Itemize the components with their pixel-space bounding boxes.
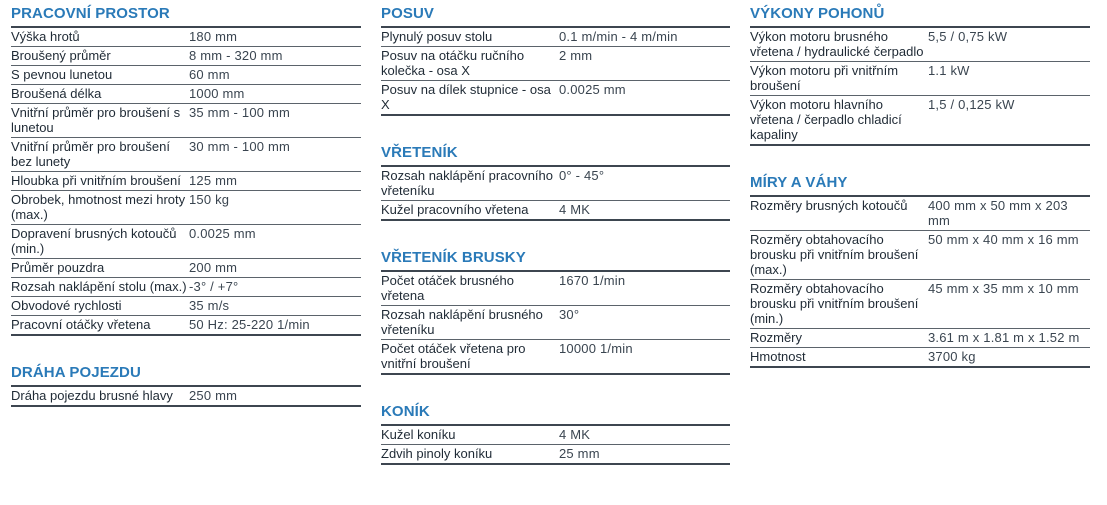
spec-value: 200 mm xyxy=(189,260,238,275)
spec-row xyxy=(381,426,730,445)
spec-label: Dráha pojezdu brusné hlavy xyxy=(11,388,173,403)
spec-value: 35 mm - 100 mm xyxy=(189,105,291,120)
spec-table xyxy=(11,387,361,407)
spec-section xyxy=(750,169,1090,368)
spec-label: Zdvih pinoly koníku xyxy=(381,446,493,461)
section-title: VŘETENÍK xyxy=(381,139,730,167)
spec-label: Rozměry obtahovacího brousku při vnitřním broušení (min.) xyxy=(750,281,919,326)
spec-table xyxy=(750,197,1090,368)
spec-table xyxy=(381,28,730,116)
spec-section xyxy=(11,359,361,407)
section-title: MÍRY A VÁHY xyxy=(750,169,1090,197)
spec-value: 250 mm xyxy=(189,388,238,403)
spec-label: Rozsah naklápění stolu (max.) xyxy=(11,279,187,294)
spec-label: Výkon motoru při vnitřním broušení xyxy=(750,63,899,93)
spec-table xyxy=(11,28,361,336)
section-title: KONÍK xyxy=(381,398,730,426)
spec-label: Broušená délka xyxy=(11,86,102,101)
spec-value: 30° xyxy=(559,307,580,322)
spec-row xyxy=(381,340,730,375)
spec-row xyxy=(11,28,361,47)
spec-row xyxy=(11,259,361,278)
spec-value: 8 mm - 320 mm xyxy=(189,48,283,63)
spec-section xyxy=(381,139,730,221)
spec-label: Počet otáček brusného vřetena xyxy=(381,273,514,303)
spec-row xyxy=(11,172,361,191)
spec-value: 5,5 / 0,75 kW xyxy=(928,29,1008,44)
spec-value: 50 Hz: 25-220 1/min xyxy=(189,317,310,332)
section-title: VŘETENÍK BRUSKY xyxy=(381,244,730,272)
spec-row xyxy=(750,62,1090,96)
spec-label: Dopravení brusných kotoučů (min.) xyxy=(11,226,177,256)
spec-row xyxy=(381,47,730,81)
spec-value: 60 mm xyxy=(189,67,230,82)
spec-label: Kužel pracovního vřetena xyxy=(381,202,529,217)
spec-section xyxy=(381,398,730,465)
spec-label: Kužel koníku xyxy=(381,427,456,442)
spec-label: Hmotnost xyxy=(750,349,806,364)
spec-column-2 xyxy=(381,0,730,488)
spec-row xyxy=(750,231,1090,280)
spec-column-1 xyxy=(11,0,361,430)
spec-value: -3° / +7° xyxy=(189,279,239,294)
spec-row xyxy=(381,272,730,306)
spec-value: 0.1 m/min - 4 m/min xyxy=(559,29,678,44)
spec-row xyxy=(11,47,361,66)
spec-label: Výška hrotů xyxy=(11,29,80,44)
spec-label: Výkon motoru hlavního vřetena / čerpadlo chladicí kapaliny xyxy=(750,97,902,142)
spec-row xyxy=(750,28,1090,62)
spec-value: 1000 mm xyxy=(189,86,245,101)
spec-label: Obrobek, hmotnost mezi hroty (max.) xyxy=(11,192,186,222)
spec-label: Posuv na dílek stupnice - osa X xyxy=(381,82,551,112)
spec-section xyxy=(381,0,730,116)
spec-value: 25 mm xyxy=(559,446,600,461)
spec-row xyxy=(750,329,1090,348)
spec-column-3 xyxy=(750,0,1090,391)
spec-value: 4 MK xyxy=(559,202,591,217)
spec-value: 0.0025 mm xyxy=(189,226,256,241)
spec-section xyxy=(11,0,361,336)
spec-row xyxy=(381,306,730,340)
spec-value: 3.61 m x 1.81 m x 1.52 m xyxy=(928,330,1080,345)
spec-value: 150 kg xyxy=(189,192,230,207)
spec-row xyxy=(11,104,361,138)
spec-row xyxy=(11,387,361,407)
spec-label: Počet otáček vřetena pro vnitřní broušení xyxy=(381,341,526,371)
spec-label: S pevnou lunetou xyxy=(11,67,113,82)
spec-value: 3700 kg xyxy=(928,349,976,364)
spec-label: Výkon motoru brusného vřetena / hydraulické čerpadlo xyxy=(750,29,924,59)
spec-row xyxy=(750,96,1090,146)
spec-value: 10000 1/min xyxy=(559,341,633,356)
section-title: POSUV xyxy=(381,0,730,28)
spec-label: Rozměry xyxy=(750,330,803,345)
spec-value: 1670 1/min xyxy=(559,273,626,288)
spec-value: 1.1 kW xyxy=(928,63,970,78)
spec-row xyxy=(11,278,361,297)
spec-value: 50 mm x 40 mm x 16 mm xyxy=(928,232,1079,247)
spec-value: 0.0025 mm xyxy=(559,82,626,97)
spec-value: 2 mm xyxy=(559,48,593,63)
spec-label: Rozměry obtahovacího brousku při vnitřním broušení (max.) xyxy=(750,232,919,277)
spec-row xyxy=(381,201,730,221)
spec-row xyxy=(750,197,1090,231)
spec-section xyxy=(750,0,1090,146)
section-title: PRACOVNÍ PROSTOR xyxy=(11,0,361,28)
spec-value: 180 mm xyxy=(189,29,238,44)
spec-row xyxy=(11,66,361,85)
spec-row xyxy=(750,348,1090,368)
spec-row xyxy=(381,445,730,465)
section-title: VÝKONY POHONŮ xyxy=(750,0,1090,28)
section-title: DRÁHA POJEZDU xyxy=(11,359,361,387)
spec-row xyxy=(11,316,361,336)
spec-table xyxy=(750,28,1090,146)
spec-row xyxy=(11,85,361,104)
spec-value: 125 mm xyxy=(189,173,238,188)
spec-table xyxy=(381,426,730,465)
spec-row xyxy=(381,81,730,116)
spec-label: Pracovní otáčky vřetena xyxy=(11,317,151,332)
spec-row xyxy=(11,297,361,316)
spec-value: 400 mm x 50 mm x 203 mm xyxy=(928,198,1068,228)
spec-label: Obvodové rychlosti xyxy=(11,298,122,313)
spec-label: Vnitřní průměr pro broušení s lunetou xyxy=(11,105,181,135)
spec-label: Rozsah naklápění pracovního vřeteníku xyxy=(381,168,554,198)
spec-label: Rozsah naklápění brusného vřeteníku xyxy=(381,307,543,337)
spec-row xyxy=(11,225,361,259)
spec-row xyxy=(381,167,730,201)
spec-value: 0° - 45° xyxy=(559,168,605,183)
spec-label: Broušený průměr xyxy=(11,48,111,63)
spec-label: Průměr pouzdra xyxy=(11,260,105,275)
spec-value: 35 m/s xyxy=(189,298,230,313)
spec-section xyxy=(381,244,730,375)
spec-table xyxy=(381,167,730,221)
spec-value: 1,5 / 0,125 kW xyxy=(928,97,1015,112)
spec-value: 45 mm x 35 mm x 10 mm xyxy=(928,281,1079,296)
spec-value: 4 MK xyxy=(559,427,591,442)
spec-label: Hloubka při vnitřním broušení xyxy=(11,173,181,188)
spec-row xyxy=(11,191,361,225)
spec-label: Posuv na otáčku ručního kolečka - osa X xyxy=(381,48,525,78)
spec-row xyxy=(11,138,361,172)
spec-label: Rozměry brusných kotoučů xyxy=(750,198,908,213)
spec-label: Plynulý posuv stolu xyxy=(381,29,493,44)
spec-label: Vnitřní průměr pro broušení bez lunety xyxy=(11,139,170,169)
spec-row xyxy=(750,280,1090,329)
spec-table xyxy=(381,272,730,375)
spec-row xyxy=(381,28,730,47)
spec-value: 30 mm - 100 mm xyxy=(189,139,291,154)
